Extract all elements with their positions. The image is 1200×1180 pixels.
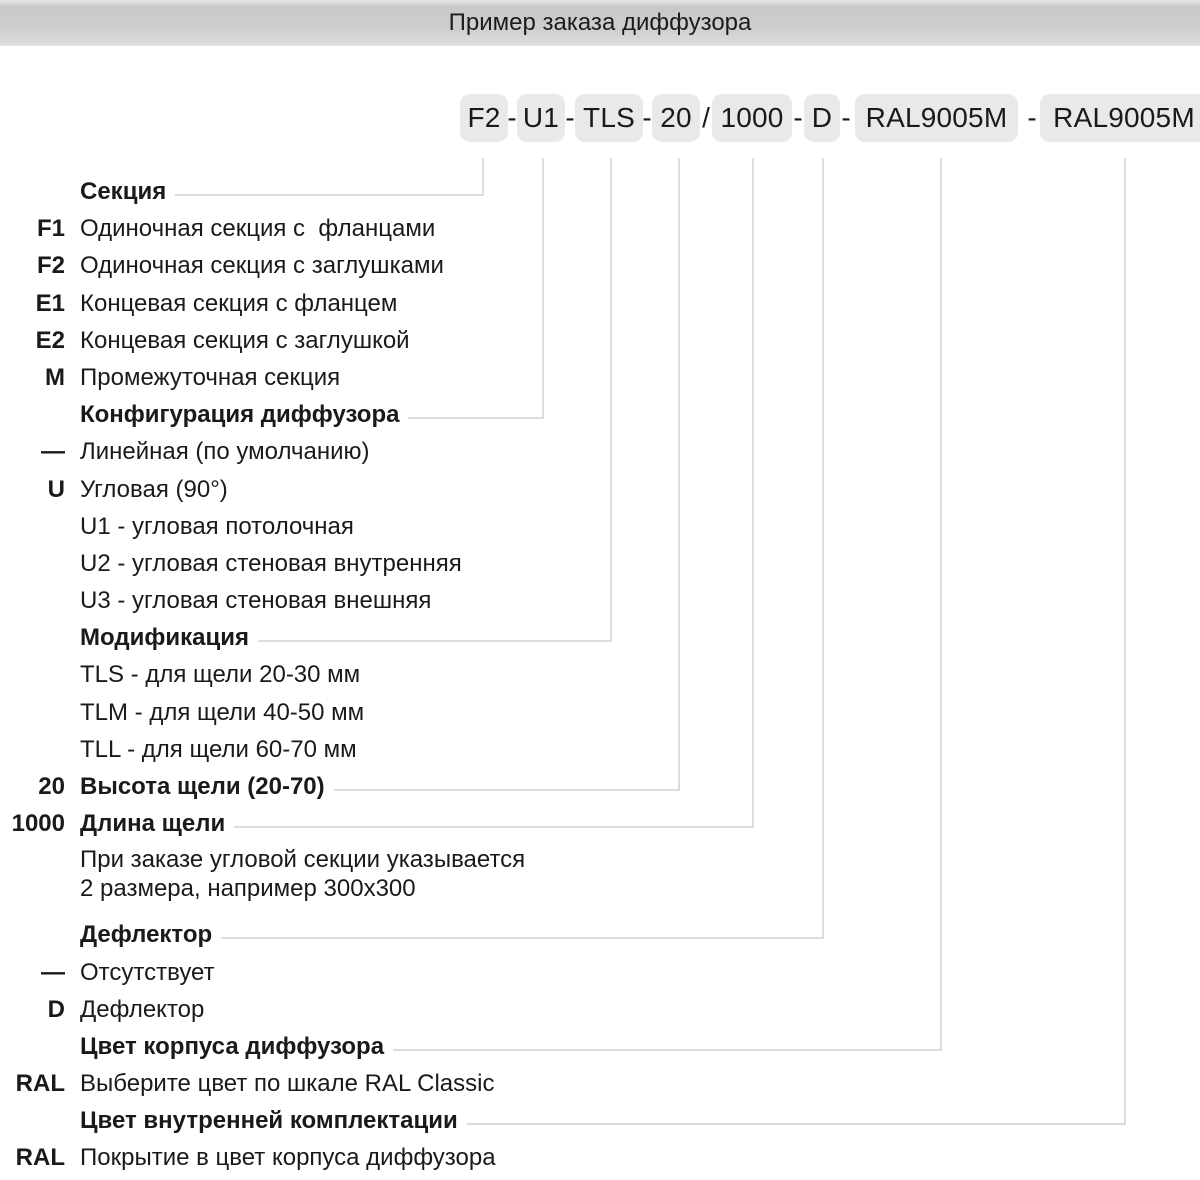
option-label: TLS - для щели 20-30 мм [80, 661, 361, 688]
code-separator: - [1027, 102, 1037, 133]
connector-line-horizontal [221, 937, 824, 939]
connector-line-horizontal [234, 826, 754, 828]
group-header-label: Секция [80, 178, 167, 205]
group-header-row [80, 1102, 1126, 1140]
code-segment: D [804, 94, 840, 142]
group-header-label: Цвет внутренней комплектации [80, 1107, 458, 1134]
option-label: Выберите цвет по шкале RAL Classic [80, 1070, 495, 1097]
option-code: E1 [35, 290, 65, 317]
connector-line-vertical [542, 158, 544, 419]
page-title: Пример заказа диффузора [448, 9, 752, 36]
option-code: 1000 [11, 810, 65, 837]
connector-line-vertical [1124, 158, 1126, 1125]
option-code: RAL [15, 1144, 65, 1171]
option-code: U [47, 476, 65, 503]
connector-line-horizontal [393, 1049, 942, 1051]
code-segment: F2 [460, 94, 508, 142]
connector-line-horizontal [467, 1123, 1126, 1125]
option-row [80, 210, 435, 248]
connector-line-vertical [678, 158, 680, 791]
option-row [80, 731, 357, 769]
note-row [80, 870, 416, 908]
code-separator: - [841, 102, 851, 133]
code-separator: - [642, 102, 652, 133]
code-separator: - [507, 102, 517, 133]
group-header-label: Модификация [80, 624, 249, 651]
group-header-label: Цвет корпуса диффузора [80, 1033, 385, 1060]
connector-line-vertical [610, 158, 612, 642]
code-segment: RAL9005M [1040, 94, 1200, 142]
option-row [80, 471, 228, 509]
option-label: TLM - для щели 40-50 мм [80, 699, 365, 726]
option-label: Покрытие в цвет корпуса диффузора [80, 1144, 496, 1171]
option-row [80, 954, 215, 992]
option-label: Линейная (по умолчанию) [80, 438, 370, 465]
option-row [80, 1065, 494, 1103]
code-segment: 1000 [712, 94, 792, 142]
connector-line-horizontal [408, 417, 544, 419]
option-label: Концевая секция с заглушкой [80, 327, 410, 354]
connector-line-vertical [752, 158, 754, 828]
connector-line-horizontal [258, 640, 612, 642]
option-code: E2 [35, 327, 65, 354]
group-header-label: Дефлектор [80, 921, 213, 948]
group-header-row [80, 805, 754, 843]
option-label: Одиночная секция с фланцами [80, 215, 436, 242]
option-label: Концевая секция с фланцем [80, 290, 398, 317]
option-row [80, 656, 360, 694]
option-label: TLL - для щели 60-70 мм [80, 736, 357, 763]
group-header-row [80, 619, 612, 657]
group-header-row [80, 173, 484, 211]
option-label: U2 - угловая стеновая внутренняя [80, 550, 462, 577]
code-separator: / [702, 102, 710, 133]
option-row [80, 247, 444, 285]
option-row [80, 322, 410, 360]
option-label: U3 - угловая стеновая внешняя [80, 587, 432, 614]
option-row [80, 433, 369, 471]
option-code: M [45, 364, 65, 391]
group-header-label: Конфигурация диффузора [80, 401, 400, 428]
option-row [80, 991, 204, 1029]
option-code: — [41, 959, 65, 986]
option-label: Угловая (90°) [80, 476, 228, 503]
group-header-row [80, 916, 824, 954]
option-row [80, 1139, 496, 1177]
code-segment: RAL9005M [855, 94, 1018, 142]
title-bar [0, 0, 1200, 46]
group-header-row [80, 768, 680, 806]
option-label: Дефлектор [80, 996, 205, 1023]
option-row [80, 285, 397, 323]
option-code: D [47, 996, 65, 1023]
connector-line-horizontal [334, 789, 680, 791]
code-segment: 20 [652, 94, 700, 142]
option-row [80, 508, 354, 546]
option-label: Промежуточная секция [80, 364, 341, 391]
option-code: — [41, 438, 65, 465]
option-code: 20 [38, 773, 65, 800]
option-code: RAL [15, 1070, 65, 1097]
option-row [80, 545, 462, 583]
code-segment: TLS [575, 94, 643, 142]
group-header-label: Высота щели (20-70) [80, 773, 325, 800]
option-label: Отсутствует [80, 959, 215, 986]
group-header-label: Длина щели [80, 810, 226, 837]
option-row [80, 359, 340, 397]
connector-line-horizontal [175, 194, 484, 196]
code-separator: - [793, 102, 803, 133]
option-row [80, 694, 364, 732]
code-separator: - [565, 102, 575, 133]
option-code: F1 [36, 215, 65, 242]
option-label: Одиночная секция с заглушками [80, 252, 444, 279]
code-segment: U1 [517, 94, 565, 142]
option-code: F2 [36, 252, 65, 279]
connector-line-vertical [822, 158, 824, 939]
note-text: 2 размера, например 300x300 [80, 875, 416, 902]
group-header-row [80, 1028, 942, 1066]
option-label: U1 - угловая потолочная [80, 513, 354, 540]
connector-line-vertical [940, 158, 942, 1051]
note-text: При заказе угловой секции указывается [80, 846, 526, 873]
option-row [80, 582, 431, 620]
group-header-row [80, 396, 544, 434]
